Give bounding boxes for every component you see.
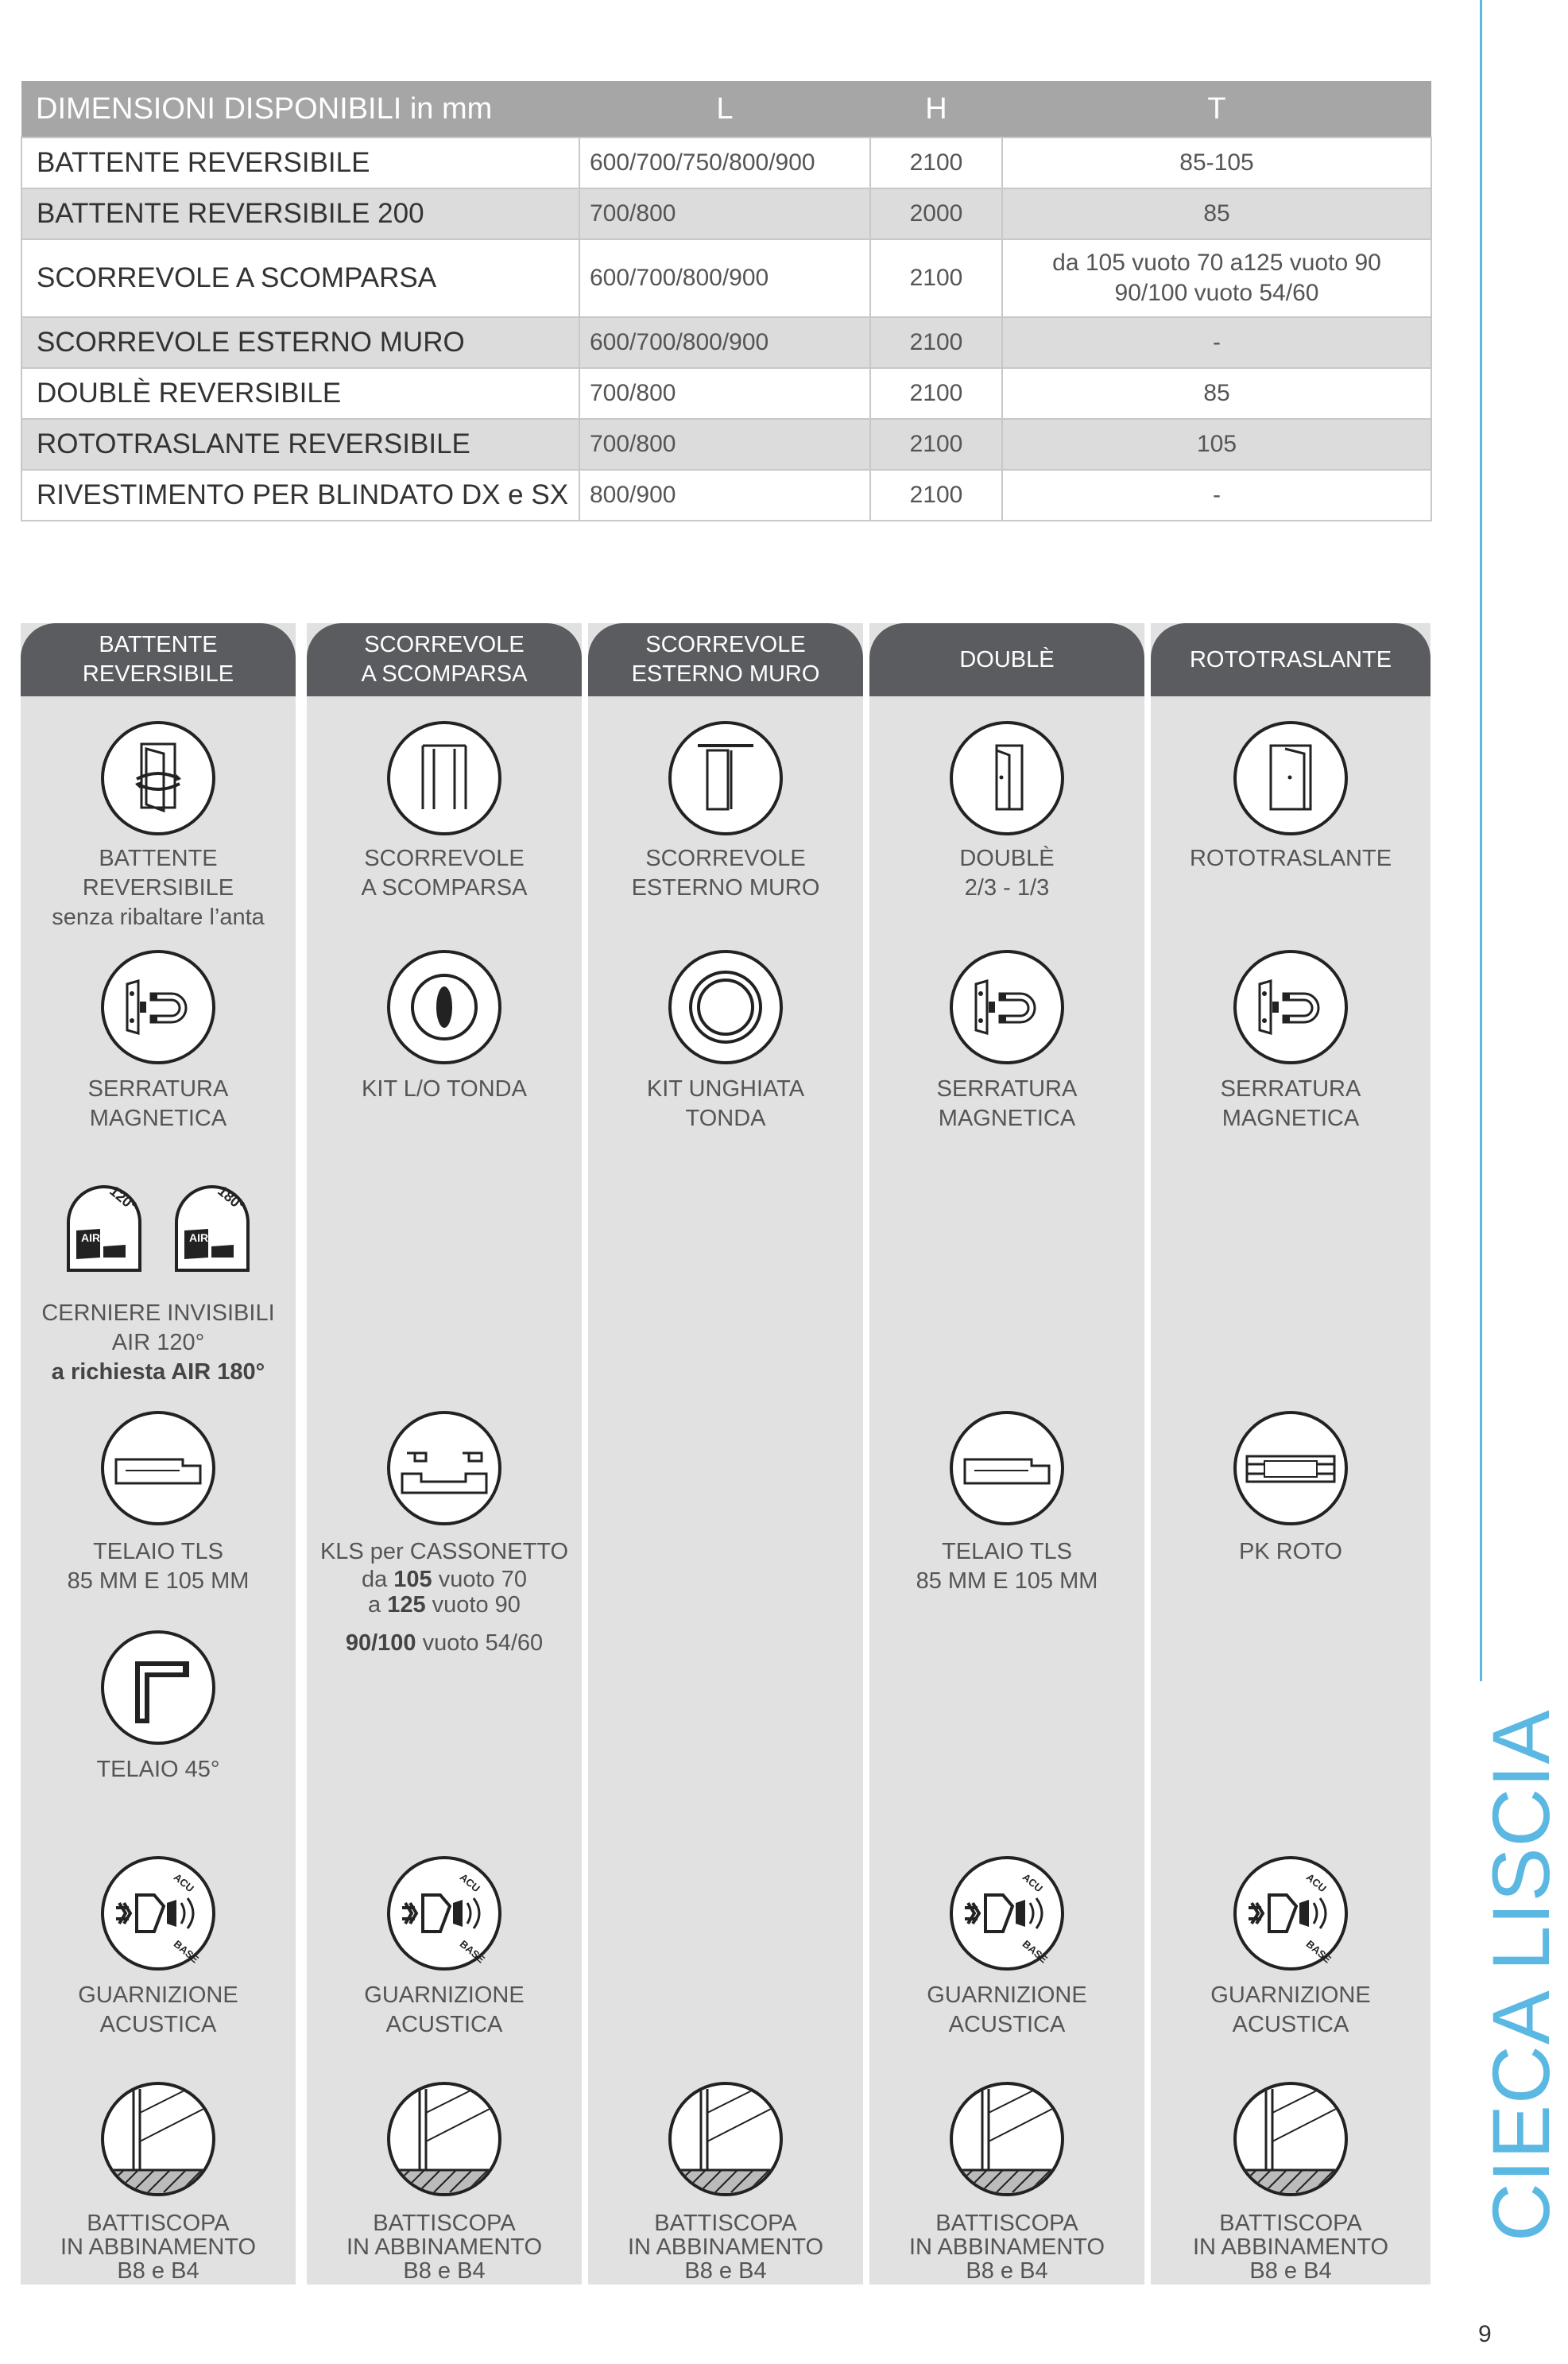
column-header: BATTENTE REVERSIBILE	[21, 623, 296, 696]
row-name: BATTENTE REVERSIBILE 200	[21, 188, 579, 239]
side-title: CIECA LISCIA	[1476, 1709, 1566, 2242]
row-l: 700/800	[579, 188, 870, 239]
magnet-lock-icon	[100, 949, 216, 1065]
skirting-board-icon	[668, 2081, 784, 2197]
column-scorrevole-esterno	[588, 623, 863, 2285]
frame-line1: KLS per CASSONETTO	[319, 1539, 569, 1564]
page-number: 9	[1478, 2321, 1492, 2347]
row-t: 105	[1002, 419, 1431, 470]
svg-text:ACU: ACU	[457, 1870, 482, 1895]
double-door-icon	[949, 720, 1065, 836]
table-header-title: DIMENSIONI DISPONIBILI in mm	[21, 81, 579, 138]
frame-label: TELAIO TLS 85 MM E 105 MM	[916, 1539, 1098, 1594]
frame-label: KLS per CASSONETTO da 105 vuoto 70 a 125 vuoto 90 90/100 vuoto 54/60	[307, 1537, 582, 1658]
column-scorrevole-scomparsa	[307, 623, 582, 2285]
hinge-badge-180: 180°	[215, 1183, 248, 1215]
table-row	[21, 138, 1431, 188]
row-name: BATTENTE REVERSIBILE	[21, 138, 579, 188]
skirting-label: BATTISCOPA IN ABBINAMENTO B8 e B4	[1192, 2211, 1389, 2284]
recessed-pull-icon	[668, 949, 784, 1065]
acoustic-gasket-icon	[386, 1855, 502, 1971]
skirting-label: BATTISCOPA IN ABBINAMENTO B8 e B4	[627, 2211, 824, 2284]
row-h: 2100	[870, 239, 1002, 317]
skirting-board-icon	[1233, 2081, 1349, 2197]
table-row	[21, 368, 1431, 419]
lock-label: SERRATURA MAGNETICA	[936, 1076, 1078, 1131]
skirting-board-icon	[386, 2081, 502, 2197]
column-header: SCORREVOLE ESTERNO MURO	[588, 623, 863, 696]
hinge-badge-120: 120°	[106, 1183, 140, 1215]
magnet-lock-icon	[949, 949, 1065, 1065]
hinges-label: CERNIERE INVISIBILI AIR 120° a richiesta AIR 180°	[41, 1300, 275, 1385]
column-battente	[21, 623, 296, 2285]
row-t: -	[1002, 470, 1431, 521]
row-h: 2100	[870, 368, 1002, 419]
skirting-label: BATTISCOPA IN ABBINAMENTO B8 e B4	[60, 2211, 257, 2284]
acoustic-gasket-icon	[949, 1855, 1065, 1971]
skirting-label: BATTISCOPA IN ABBINAMENTO B8 e B4	[908, 2211, 1105, 2284]
lock-label: KIT UNGHIATA TONDA	[646, 1076, 805, 1131]
row-name: DOUBLÈ REVERSIBILE	[21, 368, 579, 419]
row-t: -	[1002, 317, 1431, 368]
skirting-board-icon	[949, 2081, 1065, 2197]
row-t: 85	[1002, 368, 1431, 419]
row-l: 600/700/750/800/900	[579, 138, 870, 188]
row-t-line2: 90/100 vuoto 54/60	[1114, 280, 1319, 306]
row-h: 2000	[870, 188, 1002, 239]
frame-45-icon	[100, 1630, 216, 1746]
row-l: 800/900	[579, 470, 870, 521]
row-h: 2100	[870, 317, 1002, 368]
frame-label: TELAIO TLS 85 MM E 105 MM	[67, 1539, 250, 1594]
gasket-label: GUARNIZIONE ACUSTICA	[78, 1982, 238, 2037]
opening-label: ROTOTRASLANTE	[1189, 846, 1392, 871]
column-header: ROTOTRASLANTE	[1151, 623, 1431, 696]
lock-label: KIT L/O TONDA	[362, 1076, 527, 1102]
lock-label: SERRATURA MAGNETICA	[87, 1076, 229, 1131]
table-header-t: T	[1002, 81, 1431, 138]
svg-text:AIR: AIR	[81, 1231, 101, 1244]
column-header: SCORREVOLE A SCOMPARSA	[307, 623, 582, 696]
table-row	[21, 239, 1431, 317]
row-name: SCORREVOLE ESTERNO MURO	[21, 317, 579, 368]
row-h: 2100	[870, 138, 1002, 188]
row-h: 2100	[870, 470, 1002, 521]
opening-label: BATTENTE REVERSIBILE senza ribaltare l’anta	[52, 846, 265, 930]
opening-label: SCORREVOLE A SCOMPARSA	[361, 846, 528, 901]
svg-text:ACU: ACU	[1020, 1870, 1045, 1895]
tls-frame-icon	[949, 1410, 1065, 1526]
gasket-label: GUARNIZIONE ACUSTICA	[1210, 1982, 1371, 2037]
opening-label: DOUBLÈ 2/3 - 1/3	[959, 846, 1055, 901]
svg-text:BASE: BASE	[457, 1937, 488, 1966]
row-t	[1002, 239, 1431, 317]
pocket-door-icon	[386, 720, 502, 836]
table-header-row	[21, 81, 1431, 138]
row-t: 85	[1002, 188, 1431, 239]
svg-text:ACU: ACU	[171, 1870, 196, 1895]
kls-frame-icon	[386, 1410, 502, 1526]
air-180-hinge-icon	[161, 1175, 264, 1278]
table-header-h: H	[870, 81, 1002, 138]
table-header-l: L	[579, 81, 870, 138]
air-120-hinge-icon	[52, 1175, 156, 1278]
row-name: RIVESTIMENTO PER BLINDATO DX e SX	[21, 470, 579, 521]
tls-frame-icon	[100, 1410, 216, 1526]
table-row	[21, 317, 1431, 368]
rototranslating-door-icon	[1233, 720, 1349, 836]
row-name: ROTOTRASLANTE REVERSIBILE	[21, 419, 579, 470]
column-rototraslante	[1151, 623, 1431, 2285]
row-l: 600/700/800/900	[579, 239, 870, 317]
gasket-label: GUARNIZIONE ACUSTICA	[364, 1982, 525, 2037]
acoustic-gasket-icon	[100, 1855, 216, 1971]
row-l: 700/800	[579, 419, 870, 470]
acoustic-gasket-icon	[1233, 1855, 1349, 1971]
svg-text:BASE: BASE	[171, 1937, 202, 1966]
row-t: 85-105	[1002, 138, 1431, 188]
row-l: 700/800	[579, 368, 870, 419]
column-header: DOUBLÈ	[869, 623, 1144, 696]
wall-slide-door-icon	[668, 720, 784, 836]
dimensions-table	[21, 81, 1432, 521]
gasket-label: GUARNIZIONE ACUSTICA	[927, 1982, 1087, 2037]
skirting-label: BATTISCOPA IN ABBINAMENTO B8 e B4	[346, 2211, 543, 2284]
row-l: 600/700/800/900	[579, 317, 870, 368]
svg-text:AIR: AIR	[189, 1231, 209, 1244]
row-h: 2100	[870, 419, 1002, 470]
frame45-label: TELAIO 45°	[96, 1757, 220, 1782]
skirting-board-icon	[100, 2081, 216, 2197]
pk-roto-frame-icon	[1233, 1410, 1349, 1526]
lock-label: SERRATURA MAGNETICA	[1220, 1076, 1361, 1131]
table-row	[21, 419, 1431, 470]
opening-label: SCORREVOLE ESTERNO MURO	[631, 846, 820, 901]
row-name: SCORREVOLE A SCOMPARSA	[21, 239, 579, 317]
lo-round-kit-icon	[386, 949, 502, 1065]
column-double	[869, 623, 1144, 2285]
svg-text:BASE: BASE	[1020, 1937, 1051, 1966]
magnet-lock-icon	[1233, 949, 1349, 1065]
table-row	[21, 188, 1431, 239]
svg-text:ACU: ACU	[1303, 1870, 1329, 1895]
accent-side-line	[1480, 0, 1482, 1681]
row-t-line1: da 105 vuoto 70 a125 vuoto 90	[1052, 250, 1381, 276]
table-row	[21, 470, 1431, 521]
swing-door-icon	[100, 720, 216, 836]
svg-text:BASE: BASE	[1303, 1937, 1334, 1966]
frame-label: PK ROTO	[1239, 1539, 1342, 1564]
